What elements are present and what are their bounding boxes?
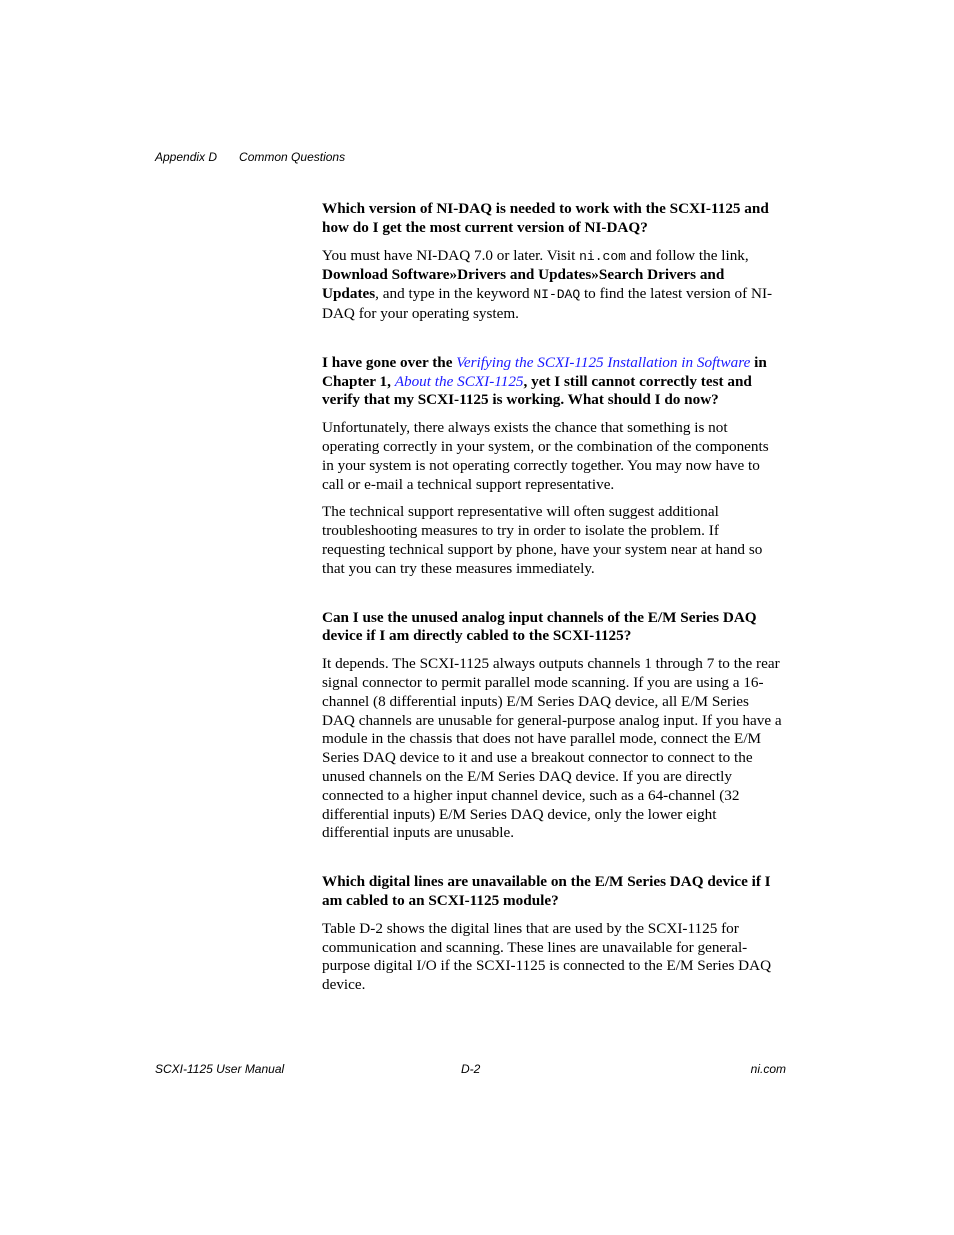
question-2: I have gone over the Verifying the SCXI-1125 Installation in Software in Chapter 1, About the SCXI-1125, yet I still cannot correctly test and verify that my SCXI-1125 is working. What should I do now?: [322, 353, 767, 409]
menu-path: Download Software»Drivers and Updates»Search Drivers and Updates: [322, 266, 725, 303]
header-appendix: Appendix D: [155, 150, 218, 164]
answer-3: It depends. The SCXI-1125 always outputs channels 1 through 7 to the rear signal connector to permit parallel mode scanning. If you are using a 16-channel (8 differential inputs) E/M Series DAQ device, all E/M Series DAQ channels are unusable for general-purpose analog input. If you have a module in the chassis that does not have parallel mode, connect the E/M Series DAQ device to it and use a breakout connector to connect to the unused channels on the E/M Series DAQ device. If you are directly connected to a higher input channel device, such as a 64-channel (32 differential inputs) E/M Series DAQ device, only the lower eight differential inputs are unusable.: [322, 655, 782, 842]
footer-site: ni.com: [750, 1062, 786, 1076]
question-3: Can I use the unused analog input channels of the E/M Series DAQ device if I am directly cabled to the SCXI-1125?: [322, 608, 757, 645]
page-content: [322, 200, 784, 1004]
question-1: Which version of NI-DAQ is needed to work with the SCXI-1125 and how do I get the most current version of NI-DAQ?: [322, 200, 769, 236]
answer-1: You must have NI-DAQ 7.0 or later. Visit ni.com and follow the link, Download Software»Drivers and Updates»Search Drivers and Updates, and type in the keyword NI-DAQ to find the latest version of NI-DAQ for your operating system.: [322, 246, 773, 322]
keyword-ni-daq: NI-DAQ: [533, 287, 581, 303]
url-ni-com: ni.com: [579, 248, 626, 264]
answer-2-paragraph-2: The technical support representative will often suggest additional troubleshooting measures to try in order to isolate the problem. If requesting technical support by phone, have your system near at hand so that you can try these measures immediately.: [322, 503, 763, 577]
answer-4: Table D-2 shows the digital lines that are used by the SCXI-1125 for communication and scanning. These lines are unavailable for general-purpose digital I/O if the SCXI-1125 is connected to the E/M Series DAQ device.: [322, 919, 772, 994]
running-header: [155, 150, 345, 164]
header-section: Common Questions: [239, 150, 346, 164]
answer-2-paragraph-1: Unfortunately, there always exists the chance that something is not operating correctly in your system, or the combination of the components in your system is not operating correctly together. You may now have to call or e-mail a technical support representative.: [322, 419, 769, 493]
footer-manual-title: SCXI-1125 User Manual: [155, 1062, 285, 1076]
link-about-scxi-1125[interactable]: About the SCXI-1125: [394, 372, 524, 390]
question-4: Which digital lines are unavailable on the E/M Series DAQ device if I am cabled to an SCXI-1125 module?: [322, 873, 771, 909]
footer-page-number: D-2: [461, 1062, 481, 1076]
link-verifying-installation[interactable]: Verifying the SCXI-1125 Installation in Software: [456, 353, 751, 371]
